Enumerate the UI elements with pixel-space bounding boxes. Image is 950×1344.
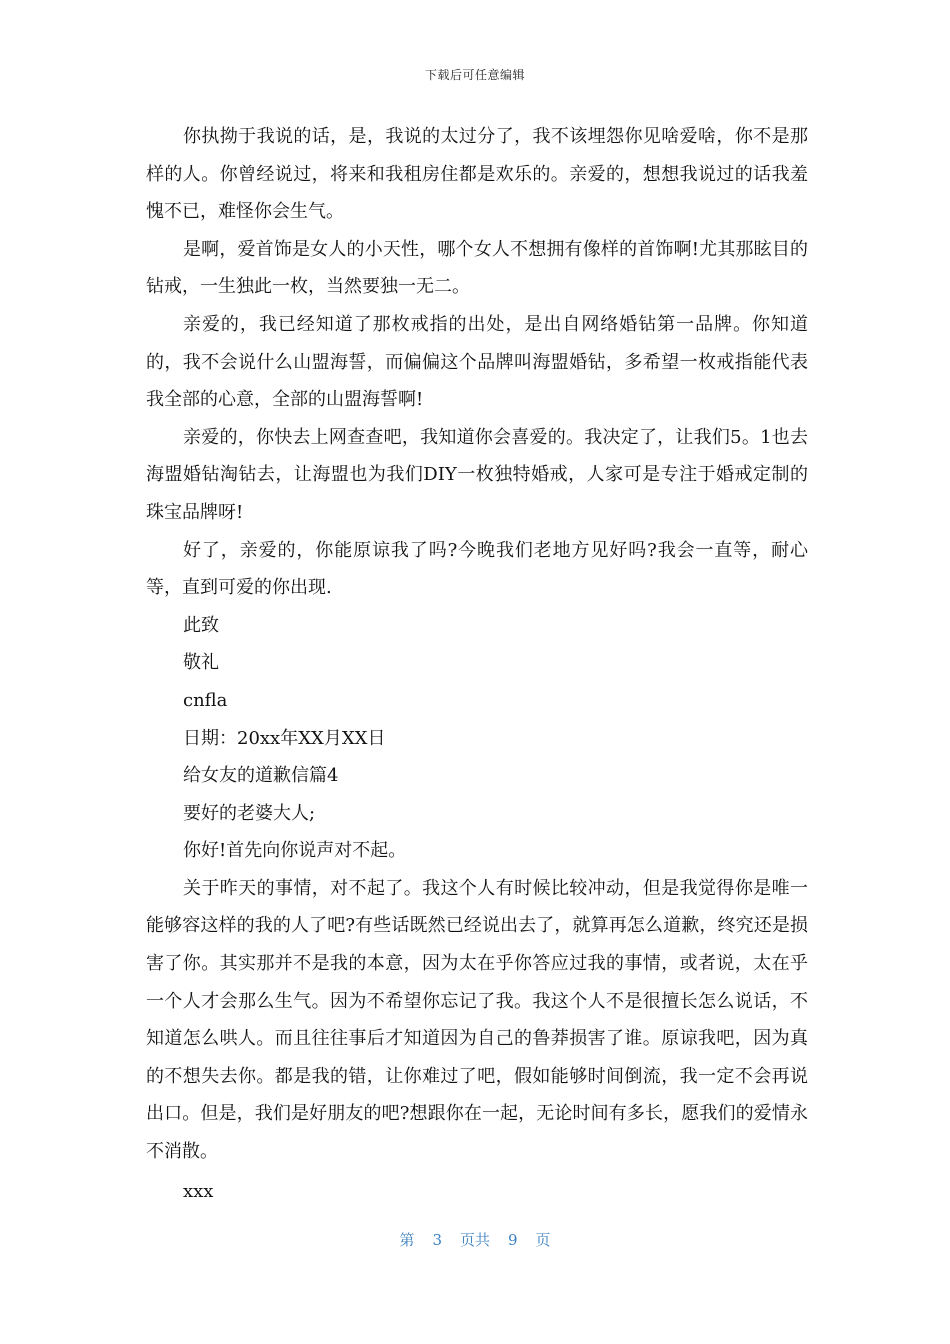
- page-header: 下载后可任意编辑: [424, 68, 525, 82]
- paragraph: 亲爱的，你快去上网查查吧，我知道你会喜爱的。我决定了，让我们5。1也去海盟婚钻淘钻去，让海盟也为我们DIY一枚独特婚戒，人家可是专注于婚戒定制的珠宝品牌呀!: [146, 426, 808, 523]
- signature: cnfla: [183, 689, 228, 711]
- paragraph: 你执拗于我说的话，是，我说的太过分了，我不该埋怨你见啥爱啥，你不是那样的人。你曾经说过，将来和我租房住都是欢乐的。亲爱的，想想我说过的话我羞愧不已，难怪你会生气。: [146, 126, 808, 223]
- document-body: [146, 118, 808, 1210]
- closing-salute: 敬礼: [183, 652, 219, 674]
- paragraph: 是啊，爱首饰是女人的小天性，哪个女人不想拥有像样的首饰啊!尤其那眩目的钻戒，一生独此一枚，当然要独一无二。: [146, 238, 808, 298]
- paragraph: 亲爱的，我已经知道了那枚戒指的出处，是出自网络婚钻第一品牌。你知道的，我不会说什么山盟海誓，而偏偏这个品牌叫海盟婚钻，多希望一枚戒指能代表我全部的心意，全部的山盟海誓啊!: [146, 313, 808, 411]
- paragraph: 关于昨天的事情，对不起了。我这个人有时候比较冲动，但是我觉得你是唯一能够容这样的我的人了吧?有些话既然已经说出去了，就算再怎么道歉，终究还是损害了你。其实那并不是我的本意，因为太在乎你答应过我的事情，或者说，太在乎一个人才会那么生气。因为不希望你忘记了我。我这个人不是很擅长怎么说话，不知道怎么哄人。而且往往事后才知道因为自己的鲁莽损害了谁。原谅我吧，因为真的不想失去你。都是我的错，让你难过了吧，假如能够时间倒流，我一定不会再说出口。但是，我们是好朋友的吧?想跟你在一起，无论时间有多长，愿我们的爱情永不消散。: [146, 877, 808, 1163]
- page-mid: 页共: [459, 1231, 490, 1249]
- total-pages-number: 9: [508, 1231, 518, 1249]
- greeting: 你好!首先向你说声对不起。: [183, 840, 407, 862]
- page-suffix: 页: [535, 1231, 551, 1249]
- closing-line: 此致: [183, 614, 219, 636]
- page-footer: [0, 1229, 950, 1250]
- date-line: 日期：20xx年XX月XX日: [183, 727, 386, 749]
- paragraph: 好了，亲爱的，你能原谅我了吗?今晚我们老地方见好吗?我会一直等，耐心等，直到可爱的你出现.: [146, 539, 808, 599]
- section-title: 给女友的道歉信篇4: [183, 765, 339, 787]
- page-prefix: 第: [399, 1231, 415, 1249]
- signature: xxx: [183, 1180, 214, 1202]
- salutation: 要好的老婆大人;: [183, 802, 316, 824]
- current-page-number: 3: [432, 1231, 442, 1249]
